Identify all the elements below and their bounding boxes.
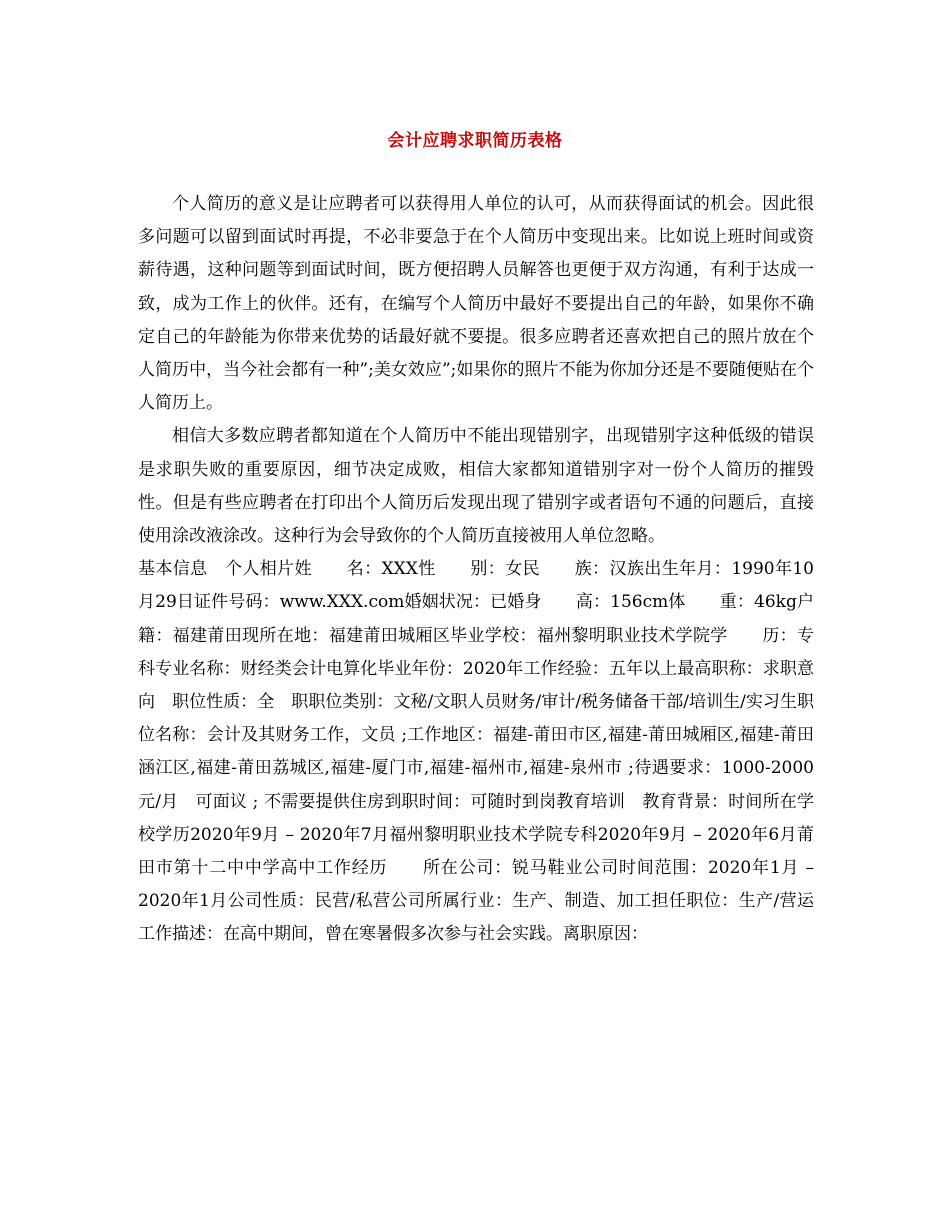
- document-title: 会计应聘求职简历表格: [387, 131, 563, 151]
- paragraph-typo-warning: 相信大多数应聘者都知道在个人简历中不能出现错别字，出现错别字这种低级的错误是求职失败的重要原因，细节决定成败，相信大家都知道错别字对一份个人简历的摧毁性。但是有些应聘者在打印出个人简历后发现出现了错别字或者语句不通的问题后，直接使用涂改液涂改。这种行为会导致你的个人简历直接被用人单位忽略。: [138, 426, 814, 547]
- paragraph-resume-meaning: 个人简历的意义是让应聘者可以获得用人单位的认可，从而获得面试的机会。因此很多问题可以留到面试时再提，不必非要急于在个人简历中变现出来。比如说上班时间或资薪待遇，这种问题等到面试时间，既方便招聘人员解答也更便于双方沟通，有利于达成一致，成为工作上的伙伴。还有，在编写个人简历中最好不要提出自己的年龄，如果你不确定自己的年龄能为你带来优势的话最好就不要提。很多应聘者还喜欢把自己的照片放在个人简历中，当今社会都有一种”;美女效应”;如果你的照片不能为你加分还是不要随便贴在个人简历上。: [138, 194, 814, 414]
- document-body: [138, 188, 848, 952]
- resume-basic-info: 基本信息 个人相片姓 名：XXX性 别：女民 族：汉族出生年月：1990年10月29日证件号码：www.XXX.com婚姻状况：已婚身 高：156cm体 重：46kg户 籍：福建莆田现所在地：福建莆田城厢区毕业学校：福州黎明职业技术学院学 历：专科专业名称：财经类会计电算化毕业年份：2020年工作经验：五年以上最高职称：求职意向 职位性质：全 职职位类别：文秘/文职人员财务/审计/税务储备干部/培训生/实习生职位名称：会计及其财务工作，文员 ;工作地区：福建-莆田市区,福建-莆田城厢区,福建-莆田涵江区,福建-莆田荔城区,福建-厦门市,福建-福州市,福建-泉州市 ;待遇要求：1000-2000元/月 可面议 ; 不需要提供住房到职时间：可随时到岗教育培训 教育背景：时间所在学校学历2020年9月 – 2020年7月福州黎明职业技术学院专科2020年9月 – 2020年6月莆田市第十二中中学高中工作经历 所在公司：锐马鞋业公司时间范围：2020年1月 – 2020年1月公司性质：民营/私营公司所属行业：生产、制造、加工担任职位：生产/营运工作描述：在高中期间，曾在寒暑假多次参与社会实践。离职原因：: [138, 559, 848, 945]
